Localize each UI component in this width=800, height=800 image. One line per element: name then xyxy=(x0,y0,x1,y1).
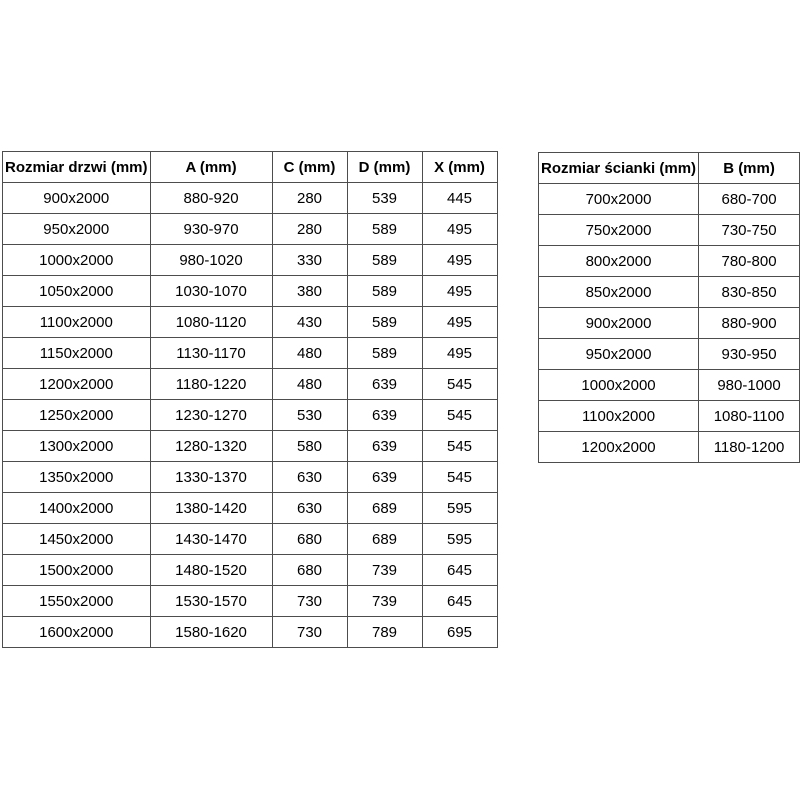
table-cell: 639 xyxy=(347,431,422,462)
table-cell: 545 xyxy=(422,462,497,493)
table-cell: 689 xyxy=(347,524,422,555)
table-cell: 645 xyxy=(422,555,497,586)
table-cell: 1150x2000 xyxy=(3,338,151,369)
door-table-body xyxy=(3,183,498,648)
table-cell: 495 xyxy=(422,338,497,369)
table-cell: 639 xyxy=(347,369,422,400)
table-cell: 1550x2000 xyxy=(3,586,151,617)
table-cell: 1480-1520 xyxy=(150,555,272,586)
table-row xyxy=(3,617,498,648)
table-row xyxy=(3,493,498,524)
table-row xyxy=(3,183,498,214)
table-row xyxy=(3,586,498,617)
table-cell: 280 xyxy=(272,183,347,214)
table-row xyxy=(3,431,498,462)
table-row xyxy=(3,276,498,307)
wall-table-body xyxy=(539,184,800,463)
table-row xyxy=(539,432,800,463)
table-row xyxy=(539,184,800,215)
table-cell: 589 xyxy=(347,338,422,369)
table-cell: 330 xyxy=(272,245,347,276)
table-cell: 730 xyxy=(272,617,347,648)
table-cell: 1100x2000 xyxy=(539,401,699,432)
table-row xyxy=(539,277,800,308)
table-row xyxy=(539,339,800,370)
table-cell: 1080-1100 xyxy=(699,401,800,432)
table-cell: 750x2000 xyxy=(539,215,699,246)
table-cell: 1130-1170 xyxy=(150,338,272,369)
table-cell: 1600x2000 xyxy=(3,617,151,648)
table-cell: 645 xyxy=(422,586,497,617)
wall-table-header-row xyxy=(539,153,800,184)
table-cell: 1030-1070 xyxy=(150,276,272,307)
table-cell: 1450x2000 xyxy=(3,524,151,555)
door-sizes-table xyxy=(2,151,498,648)
table-cell: 1050x2000 xyxy=(3,276,151,307)
table-row xyxy=(3,555,498,586)
table-cell: 430 xyxy=(272,307,347,338)
table-cell: 630 xyxy=(272,493,347,524)
table-cell: 545 xyxy=(422,369,497,400)
table-cell: 900x2000 xyxy=(3,183,151,214)
table-cell: 380 xyxy=(272,276,347,307)
table-cell: 1330-1370 xyxy=(150,462,272,493)
table-row xyxy=(3,369,498,400)
wall-sizes-table xyxy=(538,152,800,463)
table-cell: 1280-1320 xyxy=(150,431,272,462)
table-cell: 495 xyxy=(422,245,497,276)
table-cell: 730 xyxy=(272,586,347,617)
table-cell: 480 xyxy=(272,369,347,400)
table-cell: 880-920 xyxy=(150,183,272,214)
column-header: C (mm) xyxy=(272,152,347,183)
table-row xyxy=(3,307,498,338)
table-row xyxy=(3,214,498,245)
table-cell: 739 xyxy=(347,586,422,617)
table-cell: 595 xyxy=(422,493,497,524)
table-cell: 545 xyxy=(422,431,497,462)
table-cell: 495 xyxy=(422,307,497,338)
table-cell: 595 xyxy=(422,524,497,555)
table-cell: 980-1000 xyxy=(699,370,800,401)
table-cell: 680 xyxy=(272,524,347,555)
table-cell: 530 xyxy=(272,400,347,431)
table-cell: 950x2000 xyxy=(3,214,151,245)
table-cell: 930-970 xyxy=(150,214,272,245)
table-row xyxy=(539,246,800,277)
table-cell: 1300x2000 xyxy=(3,431,151,462)
table-cell: 1350x2000 xyxy=(3,462,151,493)
table-cell: 700x2000 xyxy=(539,184,699,215)
table-cell: 730-750 xyxy=(699,215,800,246)
table-cell: 1100x2000 xyxy=(3,307,151,338)
table-row xyxy=(3,400,498,431)
table-cell: 580 xyxy=(272,431,347,462)
table-cell: 1250x2000 xyxy=(3,400,151,431)
table-cell: 1580-1620 xyxy=(150,617,272,648)
table-cell: 800x2000 xyxy=(539,246,699,277)
table-cell: 739 xyxy=(347,555,422,586)
table-row xyxy=(3,524,498,555)
table-cell: 1180-1200 xyxy=(699,432,800,463)
table-row xyxy=(3,338,498,369)
table-cell: 930-950 xyxy=(699,339,800,370)
table-cell: 1230-1270 xyxy=(150,400,272,431)
table-cell: 495 xyxy=(422,214,497,245)
table-cell: 589 xyxy=(347,214,422,245)
table-cell: 880-900 xyxy=(699,308,800,339)
door-table-header-row xyxy=(3,152,498,183)
table-cell: 789 xyxy=(347,617,422,648)
table-cell: 1180-1220 xyxy=(150,369,272,400)
table-cell: 1000x2000 xyxy=(3,245,151,276)
table-cell: 689 xyxy=(347,493,422,524)
table-cell: 445 xyxy=(422,183,497,214)
table-row xyxy=(3,462,498,493)
table-cell: 589 xyxy=(347,245,422,276)
table-cell: 589 xyxy=(347,276,422,307)
table-cell: 695 xyxy=(422,617,497,648)
table-row xyxy=(539,308,800,339)
table-cell: 950x2000 xyxy=(539,339,699,370)
table-cell: 1430-1470 xyxy=(150,524,272,555)
table-cell: 900x2000 xyxy=(539,308,699,339)
column-header: Rozmiar drzwi (mm) xyxy=(3,152,151,183)
table-cell: 680 xyxy=(272,555,347,586)
table-cell: 1500x2000 xyxy=(3,555,151,586)
table-cell: 639 xyxy=(347,462,422,493)
table-cell: 1200x2000 xyxy=(539,432,699,463)
table-cell: 680-700 xyxy=(699,184,800,215)
table-cell: 495 xyxy=(422,276,497,307)
table-cell: 830-850 xyxy=(699,277,800,308)
table-row xyxy=(539,370,800,401)
table-cell: 1200x2000 xyxy=(3,369,151,400)
table-row xyxy=(539,401,800,432)
table-row xyxy=(3,245,498,276)
column-header: A (mm) xyxy=(150,152,272,183)
column-header: Rozmiar ścianki (mm) xyxy=(539,153,699,184)
table-cell: 280 xyxy=(272,214,347,245)
table-cell: 850x2000 xyxy=(539,277,699,308)
column-header: D (mm) xyxy=(347,152,422,183)
table-cell: 1080-1120 xyxy=(150,307,272,338)
column-header: B (mm) xyxy=(699,153,800,184)
table-cell: 630 xyxy=(272,462,347,493)
table-cell: 780-800 xyxy=(699,246,800,277)
column-header: X (mm) xyxy=(422,152,497,183)
table-cell: 539 xyxy=(347,183,422,214)
table-cell: 1530-1570 xyxy=(150,586,272,617)
table-cell: 1000x2000 xyxy=(539,370,699,401)
table-cell: 1380-1420 xyxy=(150,493,272,524)
table-cell: 545 xyxy=(422,400,497,431)
table-cell: 639 xyxy=(347,400,422,431)
table-cell: 589 xyxy=(347,307,422,338)
table-cell: 980-1020 xyxy=(150,245,272,276)
table-cell: 480 xyxy=(272,338,347,369)
table-row xyxy=(539,215,800,246)
table-cell: 1400x2000 xyxy=(3,493,151,524)
